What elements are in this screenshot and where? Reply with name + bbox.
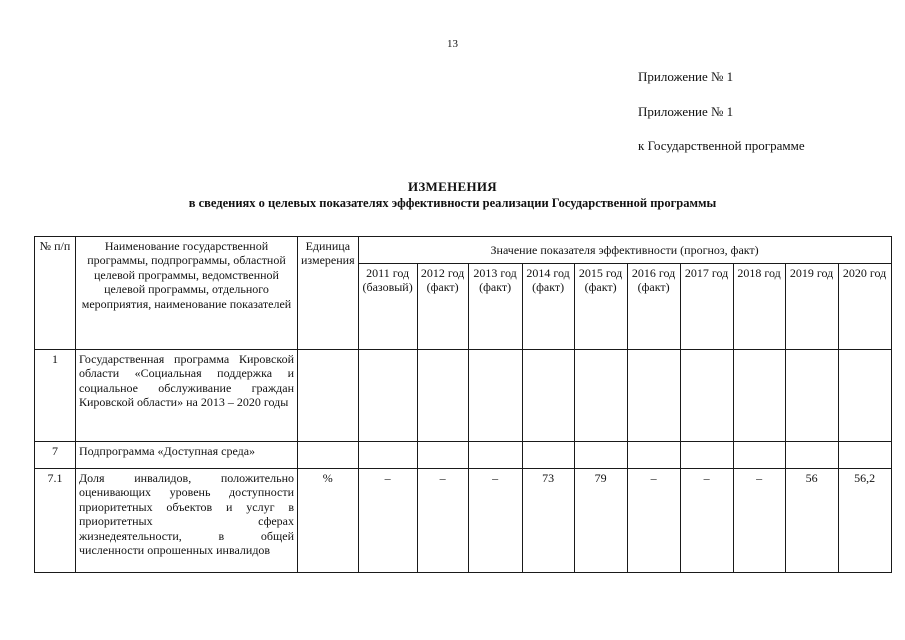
header-year: 2015 год (факт): [574, 264, 627, 350]
row-value: –: [417, 469, 468, 573]
row-value: 56,2: [838, 469, 891, 573]
row-value: [417, 350, 468, 442]
header-row-1: [35, 237, 892, 264]
header-unit: Единица измерения: [298, 237, 359, 350]
row-name: Подпрограмма «Доступная среда»: [76, 442, 298, 469]
appendix-line-2: Приложение № 1: [638, 104, 734, 119]
row-value: [417, 442, 468, 469]
table-row: [35, 469, 892, 573]
header-year: 2019 год: [785, 264, 838, 350]
document-title: ИЗМЕНЕНИЯ: [407, 179, 497, 194]
header-year: 2013 год (факт): [468, 264, 522, 350]
row-value: [468, 442, 522, 469]
header-year: 2017 год: [680, 264, 733, 350]
row-value: [522, 442, 574, 469]
row-num: 1: [35, 350, 76, 442]
row-value: [358, 350, 417, 442]
header-name: Наименование государственной программы, подпрограммы, областной целевой программы, ведомственной целевой программы, отдельного мероприятия, наименование показателей: [76, 237, 298, 350]
header-values-group: Значение показателя эффективности (прогноз, факт): [358, 237, 891, 264]
header-year: 2020 год: [838, 264, 891, 350]
row-value: [680, 442, 733, 469]
row-value: [358, 442, 417, 469]
row-unit: [298, 442, 359, 469]
header-year: 2012 год (факт): [417, 264, 468, 350]
appendix-line-1: Приложение № 1: [638, 69, 734, 84]
row-value: [785, 442, 838, 469]
row-value: –: [468, 469, 522, 573]
document-subtitle: в сведениях о целевых показателях эффективности реализации Государственной программы: [188, 196, 717, 210]
row-value: [574, 350, 627, 442]
row-value: [785, 350, 838, 442]
header-year: 2014 год (факт): [522, 264, 574, 350]
row-value: [733, 442, 785, 469]
table-row: [35, 350, 892, 442]
row-value: [838, 350, 891, 442]
row-value: –: [680, 469, 733, 573]
page-number: 13: [447, 38, 458, 50]
row-value: [574, 442, 627, 469]
row-value: [733, 350, 785, 442]
indicators-table: [34, 236, 892, 573]
row-num: 7.1: [35, 469, 76, 573]
row-value: [468, 350, 522, 442]
table-row: [35, 442, 892, 469]
row-name: Доля инвалидов, положительно оценивающих уровень доступности приоритетных объектов и услуг в приоритетных сферах жизнедеятельности, в общей численности опрошенных инвалидов: [76, 469, 298, 573]
header-year: 2018 год: [733, 264, 785, 350]
row-name: Государственная программа Кировской области «Социальная поддержка и социальное обслуживание граждан Кировской области» на 2013 – 2020 годы: [76, 350, 298, 442]
header-num: № п/п: [35, 237, 76, 350]
row-value: –: [733, 469, 785, 573]
row-value: [838, 442, 891, 469]
row-value: [680, 350, 733, 442]
row-value: [627, 350, 680, 442]
row-value: 56: [785, 469, 838, 573]
row-unit: %: [298, 469, 359, 573]
header-year: 2011 год (базовый): [358, 264, 417, 350]
row-value: –: [627, 469, 680, 573]
row-num: 7: [35, 442, 76, 469]
row-value: 79: [574, 469, 627, 573]
appendix-line-3: к Государственной программе: [638, 138, 805, 153]
header-year: 2016 год (факт): [627, 264, 680, 350]
row-value: 73: [522, 469, 574, 573]
row-unit: [298, 350, 359, 442]
row-value: [627, 442, 680, 469]
row-value: [522, 350, 574, 442]
row-value: –: [358, 469, 417, 573]
